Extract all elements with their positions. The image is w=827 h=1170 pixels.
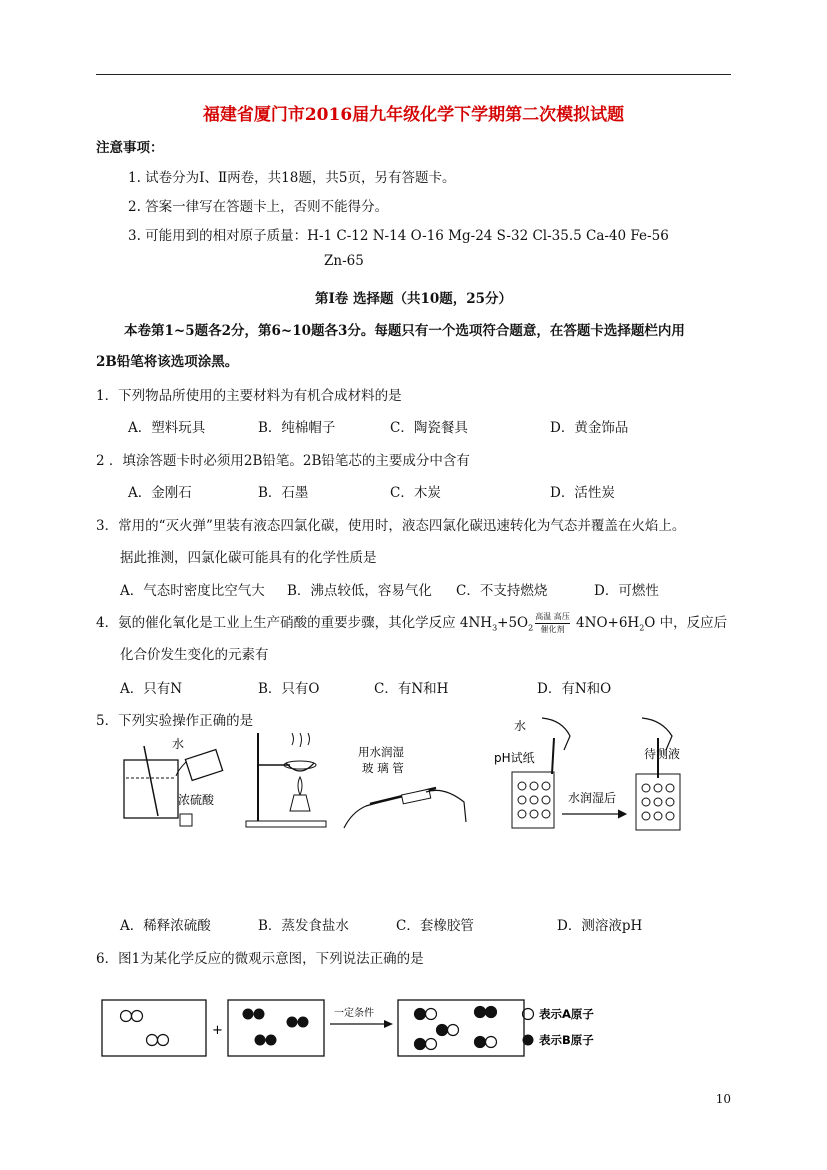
q1-option-a: A．塑料玩具 — [128, 420, 206, 436]
q2-option-c: C．木炭 — [390, 485, 441, 501]
label-acid: 浓硫酸 — [178, 793, 215, 807]
page-number: 10 — [715, 1092, 731, 1106]
small-vessel — [180, 814, 192, 826]
legend-b-label: 表示B原子 — [539, 1033, 594, 1047]
q5-option-a: A．稀释浓硫酸 — [120, 918, 211, 934]
notice-item-3-cont: Zn-65 — [324, 253, 364, 269]
page-title: 福建省厦门市2016届九年级化学下学期第二次模拟试题 — [202, 105, 625, 125]
q3-stem: 3．常用的“灭火弹”里装有液态四氯化碳，使用时，液态四氯化碳迅速转化为气态并覆盖在火焰上。 — [96, 518, 686, 534]
q3-option-b: B．沸点较低，容易气化 — [287, 583, 432, 599]
label-dropper-1: 用水润湿 — [358, 745, 404, 759]
dropper-1 — [552, 738, 554, 774]
q3-option-d: D．可燃性 — [594, 583, 659, 599]
q4-option-c: C．有N和H — [374, 681, 449, 697]
section1-intro-line1: 本卷第1~5题各2分，第6~10题各3分。每题只有一个选项符合题意，在答题卡选择题栏内用 — [124, 323, 685, 339]
label-dropper-2: 玻 璃 管 — [362, 761, 404, 775]
q6-stem: 6．图1为某化学反应的微观示意图，下列说法正确的是 — [96, 951, 424, 967]
q4-stem-b: 4NO+6H — [571, 615, 640, 631]
left-hand — [344, 802, 380, 828]
pouring-beaker — [185, 750, 222, 781]
spot-plate-1-wells — [518, 782, 550, 818]
q5-option-c: C．套橡胶管 — [396, 918, 474, 934]
q4-stem-c: O 中，反应后 — [644, 615, 728, 631]
header-rule — [96, 74, 731, 75]
steam — [292, 733, 310, 747]
label-moist: 水润湿后 — [568, 791, 617, 805]
stand-base — [246, 821, 326, 827]
glass-rod — [144, 746, 158, 816]
q5-option-d: D．测溶液pH — [557, 918, 643, 934]
product-molecules — [415, 1007, 497, 1050]
arrow-condition: 一定条件 — [334, 1008, 374, 1019]
alcohol-lamp — [290, 795, 310, 811]
q4-option-d: D．有N和O — [537, 681, 612, 697]
q3-option-a: A．气态时密度比空气大 — [120, 583, 265, 599]
plus-sign: + — [212, 1023, 223, 1038]
q5-figure-d — [478, 714, 708, 834]
q4-cond-bottom: 催化剂 — [540, 625, 565, 634]
spot-plate-2 — [636, 774, 680, 830]
reactant-b-box — [228, 1000, 324, 1056]
evaporating-dish — [286, 763, 314, 771]
section1-intro-line2: 2B铅笔将该选项涂黑。 — [96, 354, 239, 370]
q4-sub-2b: 2 — [639, 623, 645, 633]
right-hand — [426, 790, 466, 822]
q5-figure-b — [244, 725, 330, 830]
label-test-liquid: 待测液 — [644, 747, 681, 761]
q4-condition — [535, 612, 570, 635]
q3-stem-2: 据此推测，四氯化碳可能具有的化学性质是 — [120, 550, 377, 566]
q4-stem-2: 化合价发生变化的元素有 — [120, 647, 269, 663]
reactant-b-molecules — [243, 1009, 309, 1046]
notice-item-1: 1. 试卷分为Ⅰ、Ⅱ两卷，共18题，共5页，另有答题卡。 — [128, 170, 456, 186]
q4-option-b: B．只有O — [258, 681, 320, 697]
q4-stem-a: 4．氨的催化氧化是工业上生产硝酸的重要步骤，其化学反应 4NH — [96, 615, 493, 631]
legend-b-icon — [523, 1035, 534, 1046]
q3-option-c: C．不支持燃烧 — [456, 583, 548, 599]
q4-option-a: A．只有N — [120, 681, 183, 697]
label-water-2: 水 — [514, 719, 527, 733]
arrow-head — [618, 810, 626, 818]
spot-plate-2-wells — [642, 784, 674, 820]
q6-figure — [96, 994, 656, 1064]
q2-option-a: A．金刚石 — [128, 485, 192, 501]
q2-option-d: D．活性炭 — [550, 485, 615, 501]
notice-item-3: 3. 可能用到的相对原子质量：H-1 C-12 N-14 O-16 Mg-24 S-32 Cl-35.5 Ca-40 Fe-56 — [128, 228, 669, 244]
q1-option-b: B．纯棉帽子 — [258, 420, 336, 436]
label-ph-paper: pH试纸 — [494, 751, 535, 765]
notice-item-2: 2. 答案一律写在答题卡上，否则不能得分。 — [128, 199, 389, 215]
reaction-arrow-head — [384, 1020, 393, 1028]
q5-figure-c — [340, 742, 470, 832]
q5-figure-a — [118, 732, 228, 832]
q4-stem — [96, 611, 727, 635]
notice-heading: 注意事项： — [96, 140, 164, 156]
q4-sub-3: 3 — [492, 623, 498, 633]
hand-dropper-1 — [542, 718, 570, 750]
q5-stem: 5．下列实验操作正确的是 — [96, 713, 254, 729]
q1-option-d: D．黄金饰品 — [550, 420, 629, 436]
q2-stem: 2 ．填涂答题卡时必须用2B铅笔。2B铅笔芯的主要成分中含有 — [96, 453, 470, 469]
q4-plus: +5O — [497, 615, 529, 631]
q4-sub-2: 2 — [528, 623, 534, 633]
flame — [298, 777, 302, 795]
q2-option-b: B．石墨 — [258, 485, 309, 501]
q4-cond-top: 高温 高压 — [535, 612, 570, 621]
reactant-a-molecules — [121, 1011, 169, 1046]
q1-stem: 1．下列物品所使用的主要材料为有机合成材料的是 — [96, 388, 402, 404]
section1-heading: 第Ⅰ卷 选择题（共10题，25分） — [314, 291, 513, 307]
label-water: 水 — [172, 737, 185, 751]
q5-option-b: B．蒸发食盐水 — [258, 918, 349, 934]
legend-a-label: 表示A原子 — [539, 1007, 594, 1021]
reactant-a-box — [102, 1000, 206, 1056]
beaker — [124, 760, 178, 818]
q1-option-c: C．陶瓷餐具 — [390, 420, 468, 436]
